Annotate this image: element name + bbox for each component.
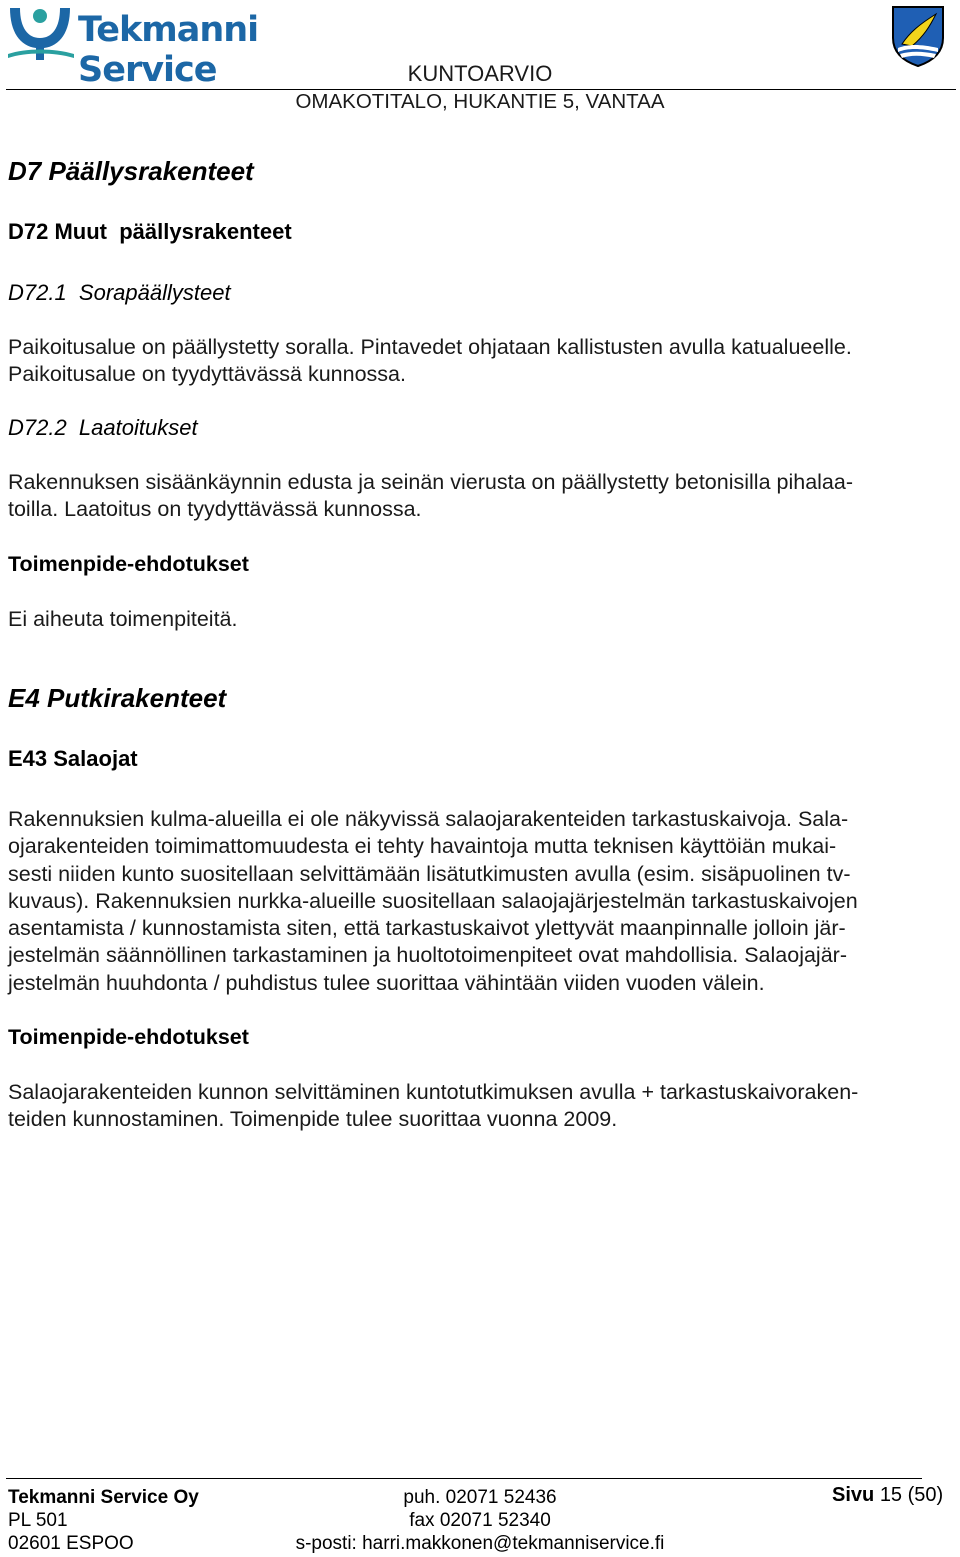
document-title: KUNTOARVIO	[407, 61, 553, 86]
logo-mark-icon	[6, 2, 76, 64]
actions-text-1: Ei aiheuta toimenpiteitä.	[8, 607, 238, 631]
actions-heading-1: Toimenpide-ehdotukset	[8, 552, 249, 576]
paragraph-e43	[8, 806, 948, 997]
footer-address-line: 02601 ESPOO	[8, 1533, 134, 1554]
paragraph-line: Rakennuksen sisäänkäynnin edusta ja seinän vierusta on päällystetty betonisilla pihalaa-	[8, 470, 853, 494]
paragraph-line: Salaojarakenteiden kunnon selvittäminen kuntotutkimuksen avulla + tarkastuskaivoraken-	[8, 1080, 859, 1104]
item-heading-d721: D72.1 Sorapäällysteet	[8, 280, 231, 305]
paragraph-line: Rakennuksien kulma-alueilla ei ole näkyvissä salaojarakenteiden tarkastuskaivoja. Sala-	[8, 807, 849, 831]
municipality-crest-icon	[890, 4, 946, 68]
footer-page-number	[832, 1484, 943, 1507]
paragraph-d721: Paikoitusalue on päällystetty soralla. Pintavedet ohjataan kallistusten avulla katualueelle. Paikoitusalue on tyydyttävässä kunnossa.	[8, 335, 852, 387]
page-label: Sivu	[832, 1484, 875, 1506]
page-value: 15 (50)	[879, 1484, 944, 1506]
footer-contact-block	[280, 1486, 680, 1555]
document-subtitle: OMAKOTITALO, HUKANTIE 5, VANTAA	[295, 90, 665, 113]
logo-text: Tekmanni Service	[78, 10, 259, 90]
footer-company-block	[8, 1486, 199, 1555]
paragraph-line: jestelmän säännöllinen tarkastaminen ja huoltotoimenpiteet ovat mahdollisia. Salaojajär-	[8, 943, 847, 968]
section-heading-e4: E4 Putkirakenteet	[8, 683, 227, 713]
section-heading-d7: D7 Päällysrakenteet	[8, 156, 254, 186]
footer-divider	[6, 1478, 922, 1479]
paragraph-line: asentamista / kunnostamista siten, että tarkastuskaivot ylettyvät maanpinnalle jolloin jär-	[8, 916, 846, 941]
footer-company-name: Tekmanni Service Oy	[8, 1487, 199, 1508]
paragraph-line: teiden kunnostaminen. Toimenpide tulee suorittaa vuonna 2009.	[8, 1107, 618, 1132]
company-logo	[6, 2, 356, 90]
paragraph-line: sesti niiden kunto suositellaan selvittämään lisätutkimusten avulla (esim. sisäpuolinen tv-	[8, 861, 851, 886]
actions-text-2	[8, 1079, 948, 1134]
subsection-heading-e43: E43 Salaojat	[8, 746, 138, 771]
paragraph-line: jestelmän huuhdonta / puhdistus tulee suorittaa vähintään viiden vuoden välein.	[8, 970, 765, 995]
footer-fax: fax 02071 52340	[409, 1510, 551, 1531]
footer-phone: puh. 02071 52436	[403, 1487, 557, 1508]
footer-email: s-posti: harri.makkonen@tekmanniservice.fi	[295, 1533, 665, 1554]
item-heading-d722: D72.2 Laatoitukset	[8, 415, 198, 440]
paragraph-d722	[8, 469, 948, 524]
paragraph-line: ojarakenteiden toimimattomuudesta ei tehty havaintoja mutta teknisen käyttöiän mukai-	[8, 834, 837, 859]
paragraph-line: kuvaus). Rakennuksien nurkka-alueille suositellaan salaojajärjestelmän tarkastuskaivojen	[8, 888, 858, 913]
paragraph-line: toilla. Laatoitus on tyydyttävässä kunnossa.	[8, 497, 422, 522]
actions-heading-2: Toimenpide-ehdotukset	[8, 1025, 249, 1049]
footer-address-line: PL 501	[8, 1510, 68, 1531]
subsection-heading-d72: D72 Muut päällysrakenteet	[8, 219, 292, 244]
